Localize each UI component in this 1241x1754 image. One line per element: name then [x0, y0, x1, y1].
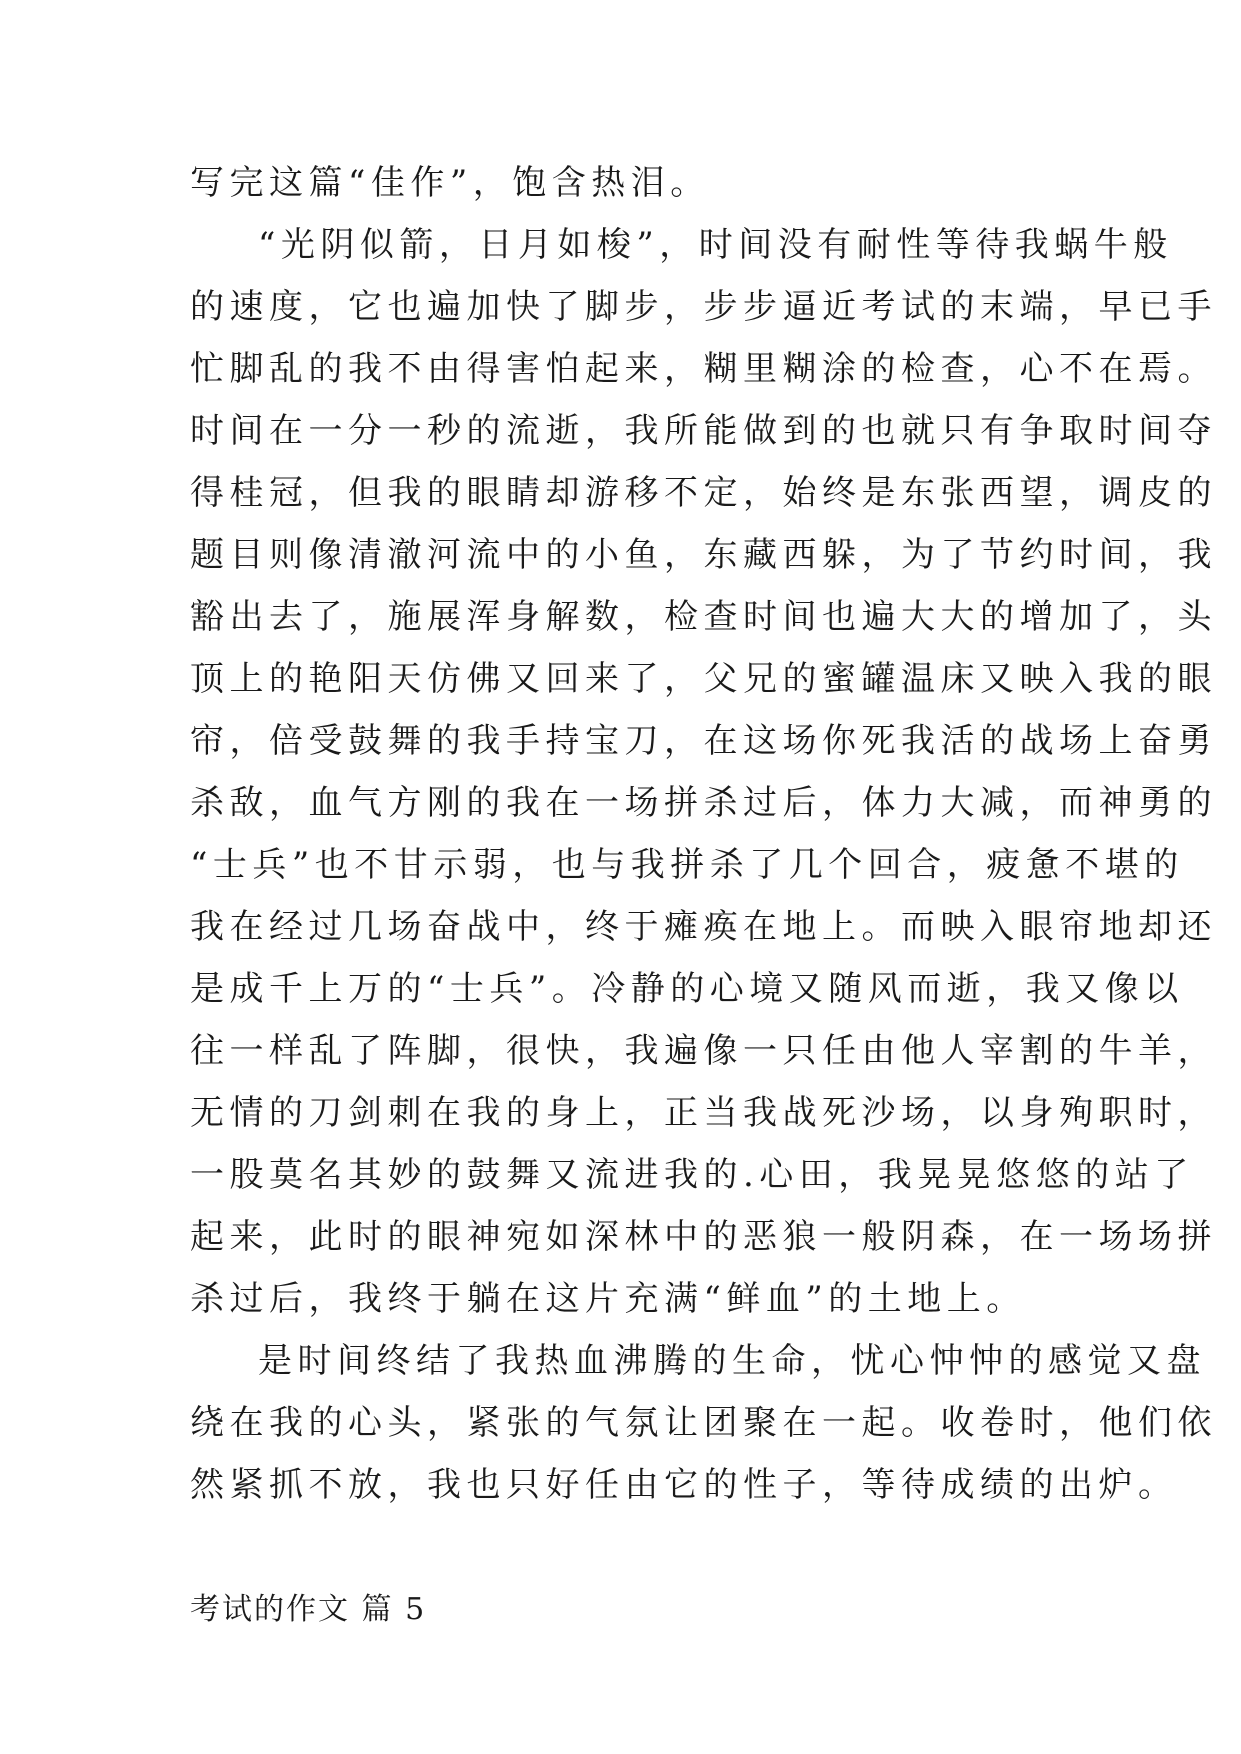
text-line: “士兵”也不甘示弱，也与我拼杀了几个回合，疲惫不堪的: [190, 845, 1184, 885]
text-line: 顶上的艳阳天仿佛又回来了，父兄的蜜罐温床又映入我的眼: [190, 659, 1217, 699]
text-line: 豁出去了，施展浑身解数，检查时间也遍大大的增加了，头: [190, 597, 1217, 637]
text-line: 是成千上万的“士兵”。冷静的心境又随风而逝，我又像以: [190, 969, 1184, 1009]
paragraph-first-line: 是时间终结了我热血沸腾的生命，忧心忡忡的感觉又盘: [258, 1341, 1206, 1381]
text-line: 的速度，它也遍加快了脚步，步步逼近考试的末端，早已手: [190, 287, 1217, 327]
text-line: 绕在我的心头，紧张的气氛让团聚在一起。收卷时，他们依: [190, 1403, 1217, 1443]
text-line: 一股莫名其妙的鼓舞又流进我的.心田，我晃晃悠悠的站了: [190, 1155, 1194, 1195]
text-line: 忙脚乱的我不由得害怕起来，糊里糊涂的检查，心不在焉。: [190, 349, 1217, 389]
text-line: 题目则像清澈河流中的小鱼，东藏西躲，为了节约时间，我: [190, 535, 1217, 575]
text-line: 写完这篇“佳作”，饱含热泪。: [190, 163, 710, 203]
text-line: 无情的刀剑刺在我的身上，正当我战死沙场，以身殉职时，: [190, 1093, 1217, 1133]
paragraph-first-line: “光阴似箭，日月如梭”，时间没有耐性等待我蜗牛般: [258, 225, 1173, 265]
text-line: 得桂冠，但我的眼睛却游移不定，始终是东张西望，调皮的: [190, 473, 1217, 513]
text-line: 我在经过几场奋战中，终于瘫痪在地上。而映入眼帘地却还: [190, 907, 1217, 947]
text-line: 往一样乱了阵脚，很快，我遍像一只任由他人宰割的牛羊，: [190, 1031, 1217, 1071]
text-line: 时间在一分一秒的流逝，我所能做到的也就只有争取时间夺: [190, 411, 1217, 451]
text-line: 起来，此时的眼神宛如深林中的恶狼一般阴森，在一场场拼: [190, 1217, 1217, 1257]
text-line: 然紧抓不放，我也只好任由它的性子，等待成绩的出炉。: [190, 1465, 1178, 1505]
text-line: 杀过后，我终于躺在这片充满“鲜血”的土地上。: [190, 1279, 1026, 1319]
text-line: 帘，倍受鼓舞的我手持宝刀，在这场你死我活的战场上奋勇: [190, 721, 1217, 761]
section-heading: 考试的作文 篇 5: [190, 1592, 427, 1627]
text-line: 杀敌，血气方刚的我在一场拼杀过后，体力大减，而神勇的: [190, 783, 1217, 823]
